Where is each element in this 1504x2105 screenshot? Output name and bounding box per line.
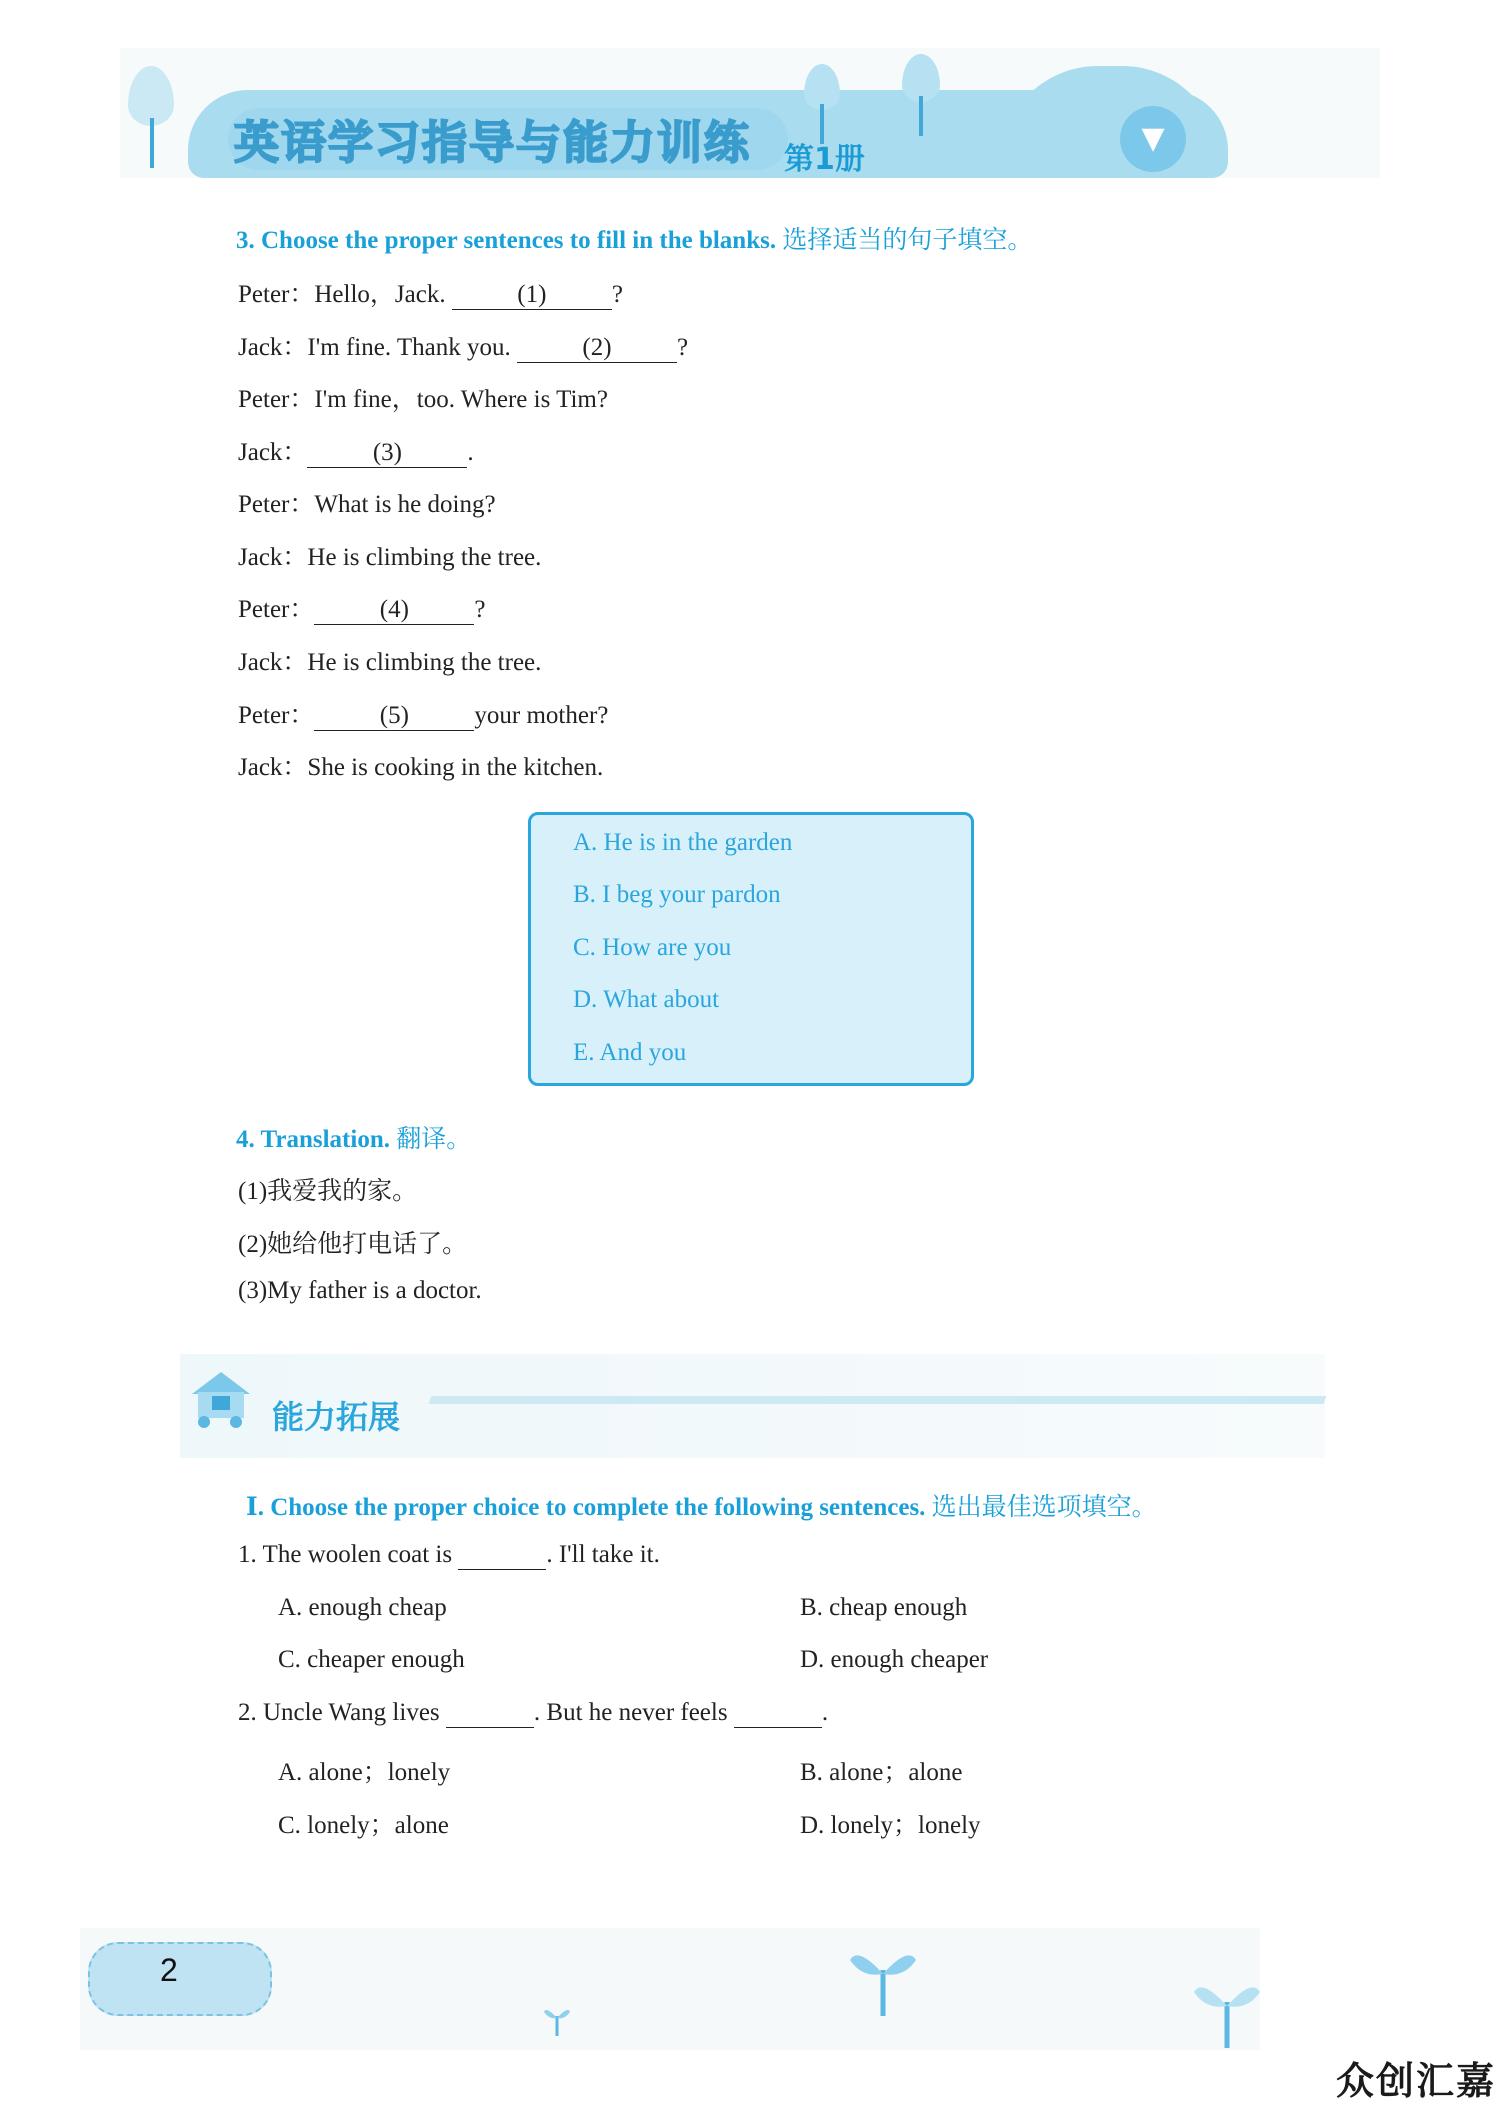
dialogue-line: [238, 589, 485, 625]
part1-heading: [246, 1487, 1157, 1523]
play-arrow-icon: ▼: [1120, 106, 1186, 172]
answer-blank: [458, 1541, 546, 1570]
blank-1: (1): [452, 281, 612, 310]
item-text: 她给他打电话了。: [267, 1229, 468, 1258]
choice: B. alone；alone: [800, 1759, 963, 1786]
section4-heading-cn: 翻译。: [396, 1124, 472, 1153]
choice: A. alone；lonely: [278, 1759, 451, 1786]
ability-title: 能力拓展: [272, 1398, 401, 1436]
dialogue-line: [238, 695, 608, 731]
dialogue-text: Peter：: [238, 596, 315, 623]
question-2: [238, 1699, 828, 1728]
option-d: D. What about: [573, 986, 720, 1013]
dialogue-line: [238, 484, 496, 520]
footer: [80, 1928, 1260, 2050]
page-badge: [88, 1942, 272, 2016]
banner-strip: [429, 1396, 1327, 1404]
dialogue-line: [238, 327, 688, 363]
sprout-icon: [1192, 1978, 1262, 2048]
option-b: B. I beg your pardon: [573, 881, 781, 908]
answer-blank: [734, 1699, 822, 1728]
dialogue-text: Peter：I'm fine，too. Where is Tim?: [238, 386, 608, 413]
sprout-icon: [542, 2002, 572, 2036]
question-stem: 1. The woolen coat is: [238, 1541, 459, 1568]
question-stem: . I'll take it.: [546, 1541, 660, 1568]
part1-heading-en: Ⅰ. Choose the proper choice to complete the following sentences.: [246, 1494, 926, 1521]
question-stem: 2. Uncle Wang lives: [238, 1699, 446, 1726]
sprout-stem-icon: [919, 96, 923, 136]
item-number: (2): [238, 1231, 268, 1258]
house-icon: [188, 1368, 254, 1430]
choice: C. cheaper enough: [278, 1646, 465, 1673]
options-box: [528, 812, 974, 1086]
section3-heading: [236, 220, 1032, 256]
section3-heading-cn: 选择适当的句子填空。: [782, 225, 1033, 254]
item-number: (1): [238, 1178, 268, 1205]
section4-heading: [236, 1119, 471, 1155]
option-c: C. How are you: [573, 934, 732, 961]
blank-2: (2): [517, 334, 677, 363]
option-a: A. He is in the garden: [573, 829, 793, 856]
dialogue-text: Jack：He is climbing the tree.: [238, 544, 542, 571]
item-text: 我爱我的家。: [267, 1176, 418, 1205]
volume-label: 第1册: [784, 142, 865, 177]
dialogue-line: [238, 747, 603, 783]
dialogue-text: Peter：What is he doing?: [238, 491, 496, 518]
sprout-icon: [848, 1946, 918, 2016]
blank-5: (5): [314, 702, 474, 731]
choice: A. enough cheap: [278, 1594, 447, 1621]
question-stem: .: [821, 1699, 829, 1726]
sprout-stem-icon: [150, 118, 154, 168]
dialogue-text: Jack：: [238, 439, 308, 466]
dialogue-suffix: ?: [676, 334, 689, 361]
dialogue-text: Peter：Hello，Jack.: [238, 281, 452, 308]
answer-blank: [446, 1699, 534, 1728]
page-number: 2: [160, 1952, 178, 1988]
ability-banner: [180, 1354, 1325, 1458]
dialogue-text: Peter：: [238, 702, 315, 729]
blank-3: (3): [307, 439, 467, 468]
dialogue-line: [238, 274, 623, 310]
book-title: 英语学习指导与能力训练: [234, 116, 752, 169]
translation-item: [238, 1171, 417, 1207]
section4-heading-en: 4. Translation.: [236, 1126, 390, 1153]
watermark: 众创汇嘉: [1335, 2059, 1496, 2103]
choice: D. lonely；lonely: [800, 1812, 981, 1839]
choice: B. cheap enough: [800, 1594, 968, 1621]
translation-item: [238, 1224, 467, 1260]
dialogue-line: [238, 379, 608, 415]
section3-heading-en: 3. Choose the proper sentences to fill in the blanks.: [236, 227, 777, 254]
option-e: E. And you: [573, 1039, 687, 1066]
item-number: (3): [238, 1277, 268, 1304]
choice: C. lonely；alone: [278, 1812, 449, 1839]
part1-heading-cn: 选出最佳选项填空。: [931, 1492, 1157, 1521]
item-text: My father is a doctor.: [267, 1277, 482, 1304]
dialogue-line: [238, 432, 474, 468]
question-stem: . But he never feels: [533, 1699, 734, 1726]
dialogue-suffix: your mother?: [474, 702, 609, 729]
dialogue-suffix: ?: [474, 596, 486, 623]
choice: D. enough cheaper: [800, 1646, 989, 1673]
dialogue-suffix: .: [467, 439, 474, 466]
dialogue-line: [238, 642, 541, 678]
dialogue-text: Jack：He is climbing the tree.: [238, 649, 542, 676]
dialogue-text: Jack：I'm fine. Thank you.: [238, 334, 517, 361]
question-1: [238, 1541, 660, 1570]
translation-item: [238, 1277, 482, 1305]
dialogue-suffix: ?: [611, 281, 623, 308]
blank-4: (4): [314, 596, 474, 625]
header-banner: [120, 48, 1380, 188]
dialogue-line: [238, 537, 541, 573]
dialogue-text: Jack：She is cooking in the kitchen.: [238, 754, 604, 781]
